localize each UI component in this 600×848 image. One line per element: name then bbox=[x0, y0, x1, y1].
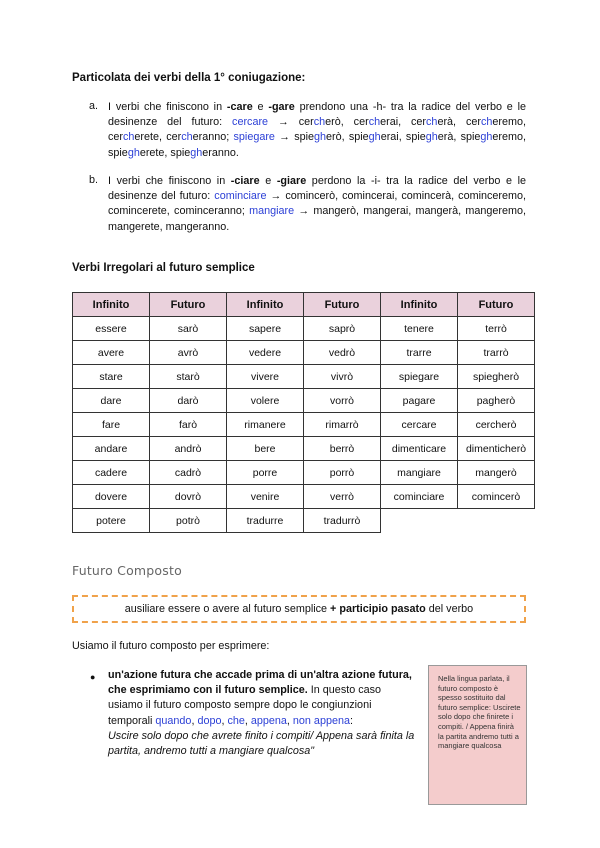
table-cell: mangiare bbox=[381, 461, 458, 485]
table-cell: darò bbox=[150, 389, 227, 413]
table-cell: pagare bbox=[381, 389, 458, 413]
irregular-verbs-table bbox=[72, 292, 535, 533]
table-cell: fare bbox=[73, 413, 150, 437]
table-cell: saprò bbox=[304, 317, 381, 341]
table-row bbox=[73, 485, 535, 509]
table-cell: tradurrò bbox=[304, 509, 381, 533]
table-cell: volere bbox=[227, 389, 304, 413]
table-cell: cominciare bbox=[381, 485, 458, 509]
table-cell: vedere bbox=[227, 341, 304, 365]
table-cell: dovrò bbox=[150, 485, 227, 509]
table-cell: andrò bbox=[150, 437, 227, 461]
table-row bbox=[73, 437, 535, 461]
example-verb-mangiare: mangiare bbox=[249, 205, 295, 218]
column-header: Futuro bbox=[304, 293, 381, 317]
table-cell: spiegare bbox=[381, 365, 458, 389]
table-cell: mangerò bbox=[458, 461, 535, 485]
table-cell: potrò bbox=[150, 509, 227, 533]
table-header-row bbox=[73, 293, 535, 317]
rule-ciare-giare: I verbi che finiscono in -ciare e -giare perdono la -i- tra la radice del verbo e le desinenze del futuro: cominciare → comincerò, comincerai, comincerà, cominceremo, comincerete, cominceranno; mangiare → mangerò, mangerai, mangerà, mangeremo, mangerete, mangeranno. bbox=[108, 175, 526, 233]
table-cell: pagherò bbox=[458, 389, 535, 413]
table-cell: farò bbox=[150, 413, 227, 437]
table-row bbox=[73, 509, 535, 533]
rule-care-gare: I verbi che finiscono in -care e -gare prendono una -h- tra la radice del verbo e le desinenze del futuro: cercare → cercherò, cercherai, cercherà, cercheremo, cercherete, cercheranno; spiegare → spiegherò, spiegherai, spiegherà, spiegheremo, spiegherete, spiegheranno. bbox=[108, 101, 527, 159]
list-marker-a: a. bbox=[89, 100, 99, 112]
usage-bullet: un'azione futura che accade prima di un'altra azione futura, che esprimiamo con il futuro semplice. In questo caso usiamo il futuro composto sempre dopo le congiunzioni temporali quando, dopo, che, appena, non appena: Uscire solo dopo che avrete finito i compiti/ Appena sarà finita la partita, andremo tutti a mangiare qualcosa" bbox=[108, 669, 415, 758]
table-cell: sarò bbox=[150, 317, 227, 341]
table-cell bbox=[381, 509, 458, 533]
list-marker-b: b. bbox=[89, 174, 99, 186]
example-verb-cominciare: cominciare bbox=[214, 190, 267, 203]
table-cell: vorrò bbox=[304, 389, 381, 413]
table-cell: cadrò bbox=[150, 461, 227, 485]
table-cell: porrò bbox=[304, 461, 381, 485]
table-row bbox=[73, 461, 535, 485]
table-cell: terrò bbox=[458, 317, 535, 341]
table-cell: vedrò bbox=[304, 341, 381, 365]
table-cell: dovere bbox=[73, 485, 150, 509]
table-cell: cercherò bbox=[458, 413, 535, 437]
table-cell: dare bbox=[73, 389, 150, 413]
table-cell: dimenticherò bbox=[458, 437, 535, 461]
table-cell: starò bbox=[150, 365, 227, 389]
table-cell: venire bbox=[227, 485, 304, 509]
example-verb-spiegare: spiegare bbox=[233, 131, 275, 144]
table-row bbox=[73, 365, 535, 389]
usage-example: Uscire solo dopo che avrete finito i compiti/ Appena sarà finita la partita, andremo tutti a mangiare qualcosa" bbox=[108, 729, 415, 758]
table-cell: porre bbox=[227, 461, 304, 485]
column-header: Infinito bbox=[381, 293, 458, 317]
table-row bbox=[73, 317, 535, 341]
table-cell: comincerò bbox=[458, 485, 535, 509]
column-header: Infinito bbox=[73, 293, 150, 317]
table-cell: avrò bbox=[150, 341, 227, 365]
column-header: Futuro bbox=[150, 293, 227, 317]
table-cell: trarrò bbox=[458, 341, 535, 365]
table-cell: bere bbox=[227, 437, 304, 461]
column-header: Infinito bbox=[227, 293, 304, 317]
example-verb-cercare: cercare bbox=[232, 116, 269, 129]
table-cell: potere bbox=[73, 509, 150, 533]
table-cell: essere bbox=[73, 317, 150, 341]
note-box: Nella lingua parlata, il futuro composto è spesso sostituito dal futuro semplice: Uscirete solo dopo che finirete i compiti. / Appena finirà la partita andremo tutti a mangiare qualcosa bbox=[428, 665, 527, 805]
conjugation-heading: Particolata dei verbi della 1° coniugazione: bbox=[72, 72, 306, 84]
table-cell: spiegherò bbox=[458, 365, 535, 389]
table-cell: tenere bbox=[381, 317, 458, 341]
table-cell: stare bbox=[73, 365, 150, 389]
table-row bbox=[73, 413, 535, 437]
section-title: Futuro Composto bbox=[72, 563, 182, 578]
bullet-icon: ● bbox=[90, 672, 96, 682]
table-cell: berrò bbox=[304, 437, 381, 461]
usage-intro: Usiamo il futuro composto per esprimere: bbox=[72, 640, 270, 652]
table-cell: verrò bbox=[304, 485, 381, 509]
table-cell: tradurre bbox=[227, 509, 304, 533]
table-cell: rimanere bbox=[227, 413, 304, 437]
table-cell: andare bbox=[73, 437, 150, 461]
irregular-verbs-heading: Verbi Irregolari al futuro semplice bbox=[72, 262, 255, 274]
table-cell: cercare bbox=[381, 413, 458, 437]
table-cell bbox=[458, 509, 535, 533]
table-cell: trarre bbox=[381, 341, 458, 365]
table-cell: dimenticare bbox=[381, 437, 458, 461]
table-row bbox=[73, 389, 535, 413]
table-cell: avere bbox=[73, 341, 150, 365]
table-cell: vivrò bbox=[304, 365, 381, 389]
table-cell: rimarrò bbox=[304, 413, 381, 437]
column-header: Futuro bbox=[458, 293, 535, 317]
table-cell: vivere bbox=[227, 365, 304, 389]
formula-box: ausiliare essere o avere al futuro semplice + participio pasato del verbo bbox=[72, 595, 526, 623]
table-cell: sapere bbox=[227, 317, 304, 341]
table-cell: cadere bbox=[73, 461, 150, 485]
table-row bbox=[73, 341, 535, 365]
